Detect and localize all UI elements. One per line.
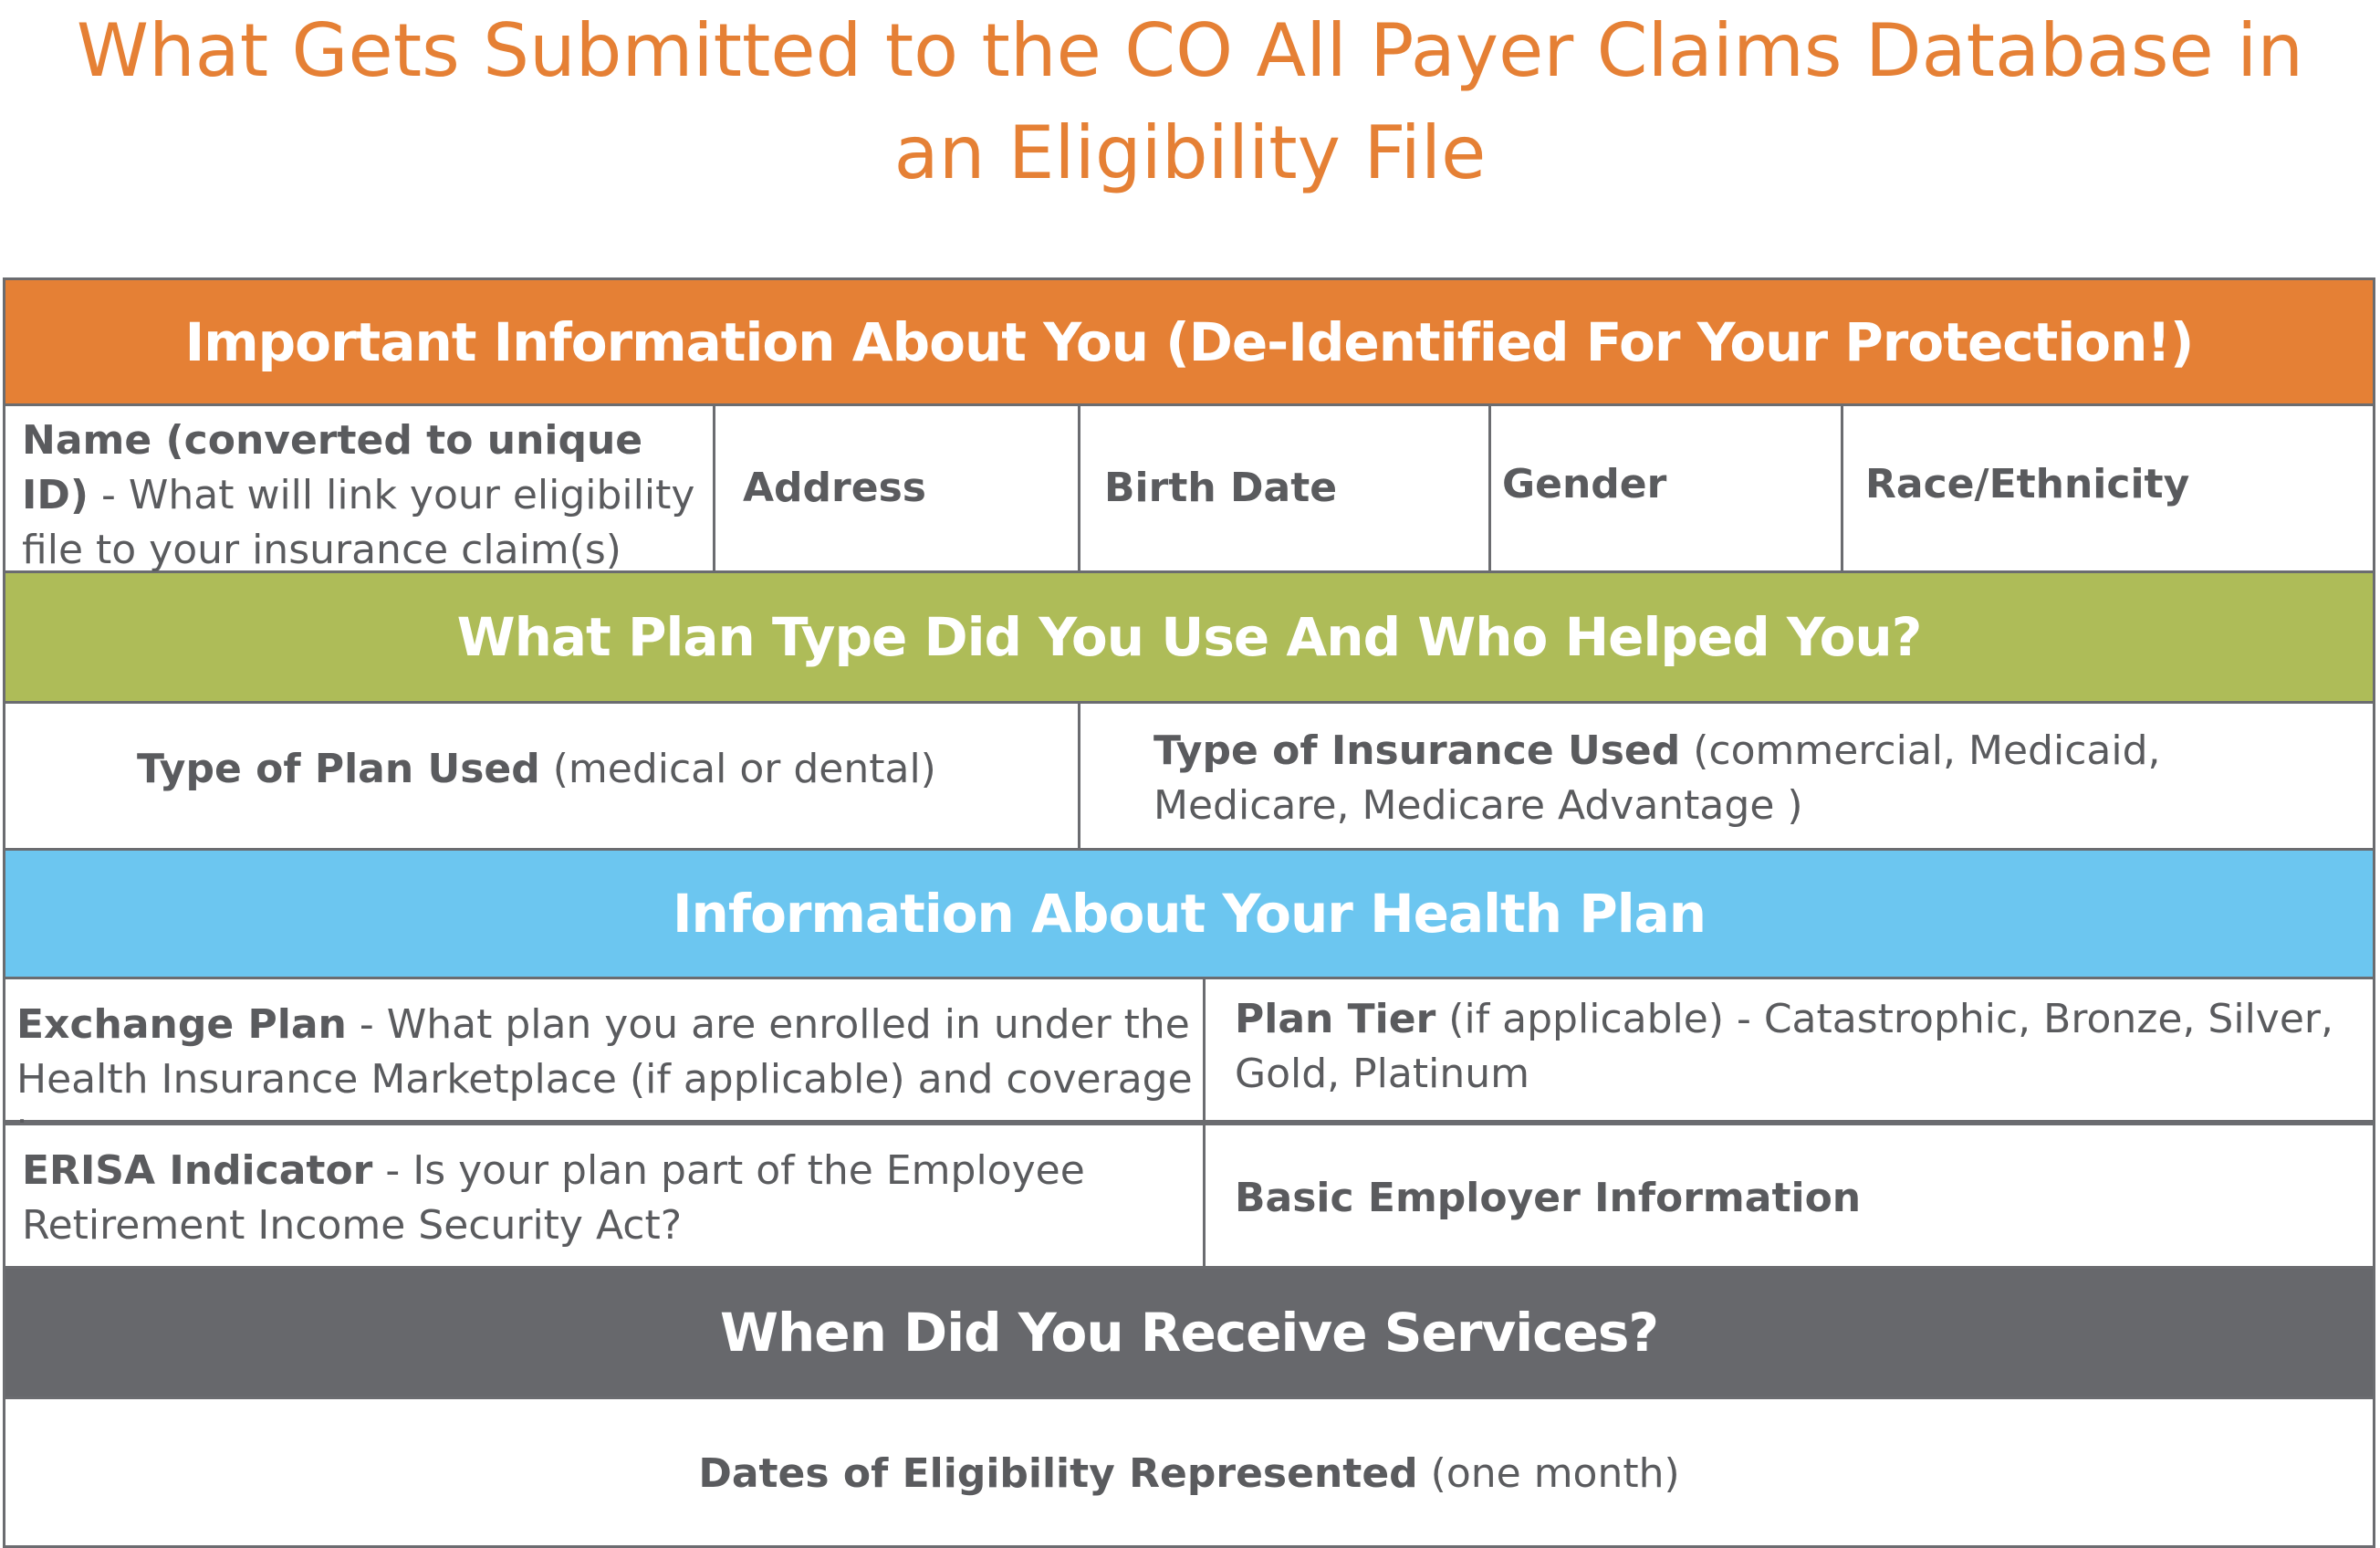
erisa-indicator-label: ERISA Indicator — [22, 1147, 373, 1194]
page-title — [0, 0, 2380, 210]
dates-label: Dates of Eligibility Represented — [698, 1450, 1418, 1497]
plan-used-description: (medical or dental) — [539, 746, 936, 792]
section-heading-services: When Did You Receive Services? — [3, 1269, 2375, 1396]
health-plan-row-2 — [3, 1123, 2375, 1269]
plan-tier-label: Plan Tier — [1235, 996, 1436, 1042]
section-heading-plan-type: What Plan Type Did You Use And Who Helped You? — [3, 573, 2375, 701]
name-cell — [5, 406, 713, 573]
address-cell: Address — [713, 406, 1078, 570]
health-plan-row-1 — [3, 977, 2375, 1123]
section-heading-about-you: Important Information About You (De-Identified For Your Protection!) — [3, 277, 2375, 403]
services-row — [3, 1396, 2375, 1548]
insurance-used-label: Type of Insurance Used — [1153, 727, 1681, 774]
dates-of-eligibility-cell — [5, 1399, 2373, 1545]
plan-tier-description: (if applicable) - Catastrophic, Bronze, Silver, Gold, Platinum — [1235, 996, 2333, 1097]
erisa-indicator-description: - Is your plan part of the Employee Retirement Income Security Act? — [22, 1147, 1085, 1249]
race-ethnicity-cell: Race/Ethnicity — [1841, 406, 2373, 570]
name-description: - What will link your eligibility file to your insurance claim(s) — [22, 472, 695, 573]
plan-tier-cell — [1203, 979, 2373, 1120]
plan-used-cell — [5, 704, 1078, 848]
title-line-2: an Eligibility File — [893, 110, 1487, 195]
plan-type-row — [3, 701, 2375, 851]
insurance-used-description: (commercial, Medicaid, Medicare, Medicare Advantage ) — [1153, 727, 2161, 829]
plan-used-label: Type of Plan Used — [137, 746, 540, 792]
dates-description: (one month) — [1417, 1450, 1680, 1497]
insurance-used-cell — [1078, 704, 2373, 848]
about-you-row — [3, 403, 2375, 573]
birth-date-cell: Birth Date — [1078, 406, 1488, 570]
exchange-plan-cell — [5, 979, 1203, 1120]
exchange-plan-description: - What plan you are enrolled in under the Health Insurance Marketplace (if applicable) and coverage — [16, 1001, 1193, 1103]
employer-info-cell: Basic Employer Information — [1203, 1125, 2373, 1266]
section-heading-health-plan: Information About Your Health Plan — [3, 851, 2375, 977]
title-line-1: What Gets Submitted to the CO All Payer Claims Database in — [76, 8, 2304, 93]
name-label: Name (converted to unique ID) — [22, 417, 643, 518]
gender-cell: Gender — [1488, 406, 1841, 570]
exchange-plan-label: Exchange Plan — [16, 1001, 347, 1048]
erisa-indicator-cell — [5, 1125, 1203, 1266]
